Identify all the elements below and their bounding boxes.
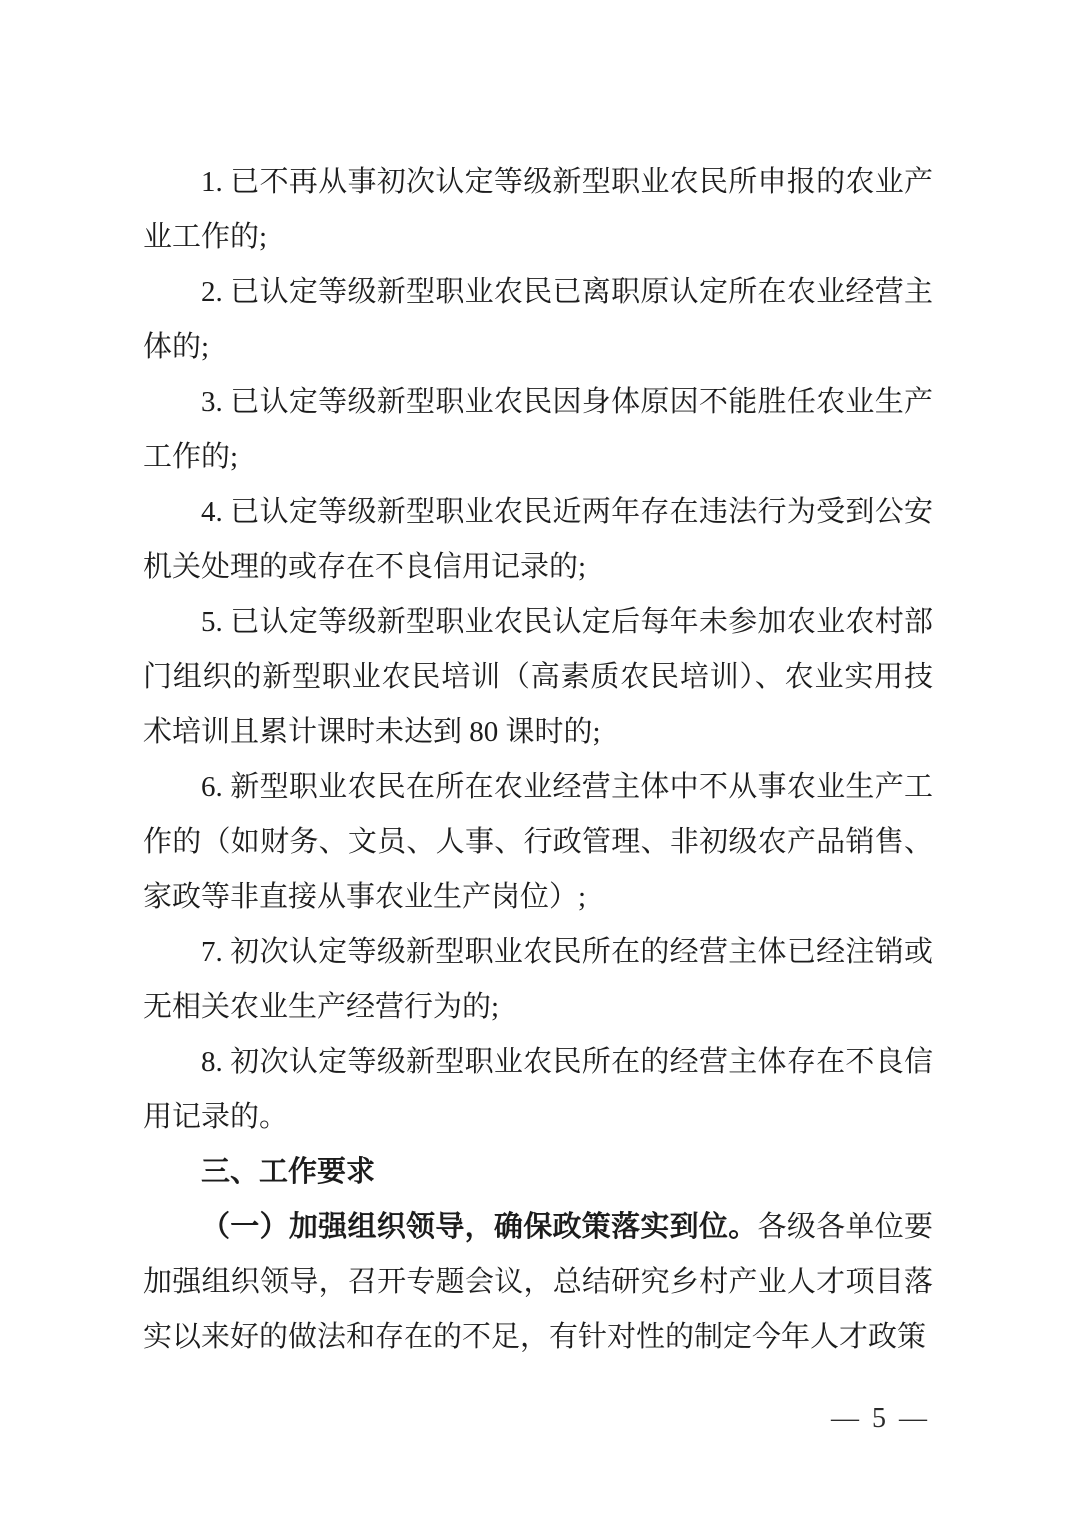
section-heading: 三、工作要求 xyxy=(201,1156,376,1188)
document-body xyxy=(143,155,933,1365)
list-item: 3. 已认定等级新型职业农民因身体原因不能胜任农业生产工作的; xyxy=(143,386,933,473)
list-item: 1. 已不再从事初次认定等级新型职业农民所申报的农业产业工作的; xyxy=(143,166,933,253)
list-item: 8. 初次认定等级新型职业农民所在的经营主体存在不良信用记录的。 xyxy=(143,1046,933,1133)
closing-paragraph-body: 各级各单位要加强组织领导，召开专题会议，总结研究乡村产业人才项目落实以来好的做法和存在的不足，有针对性的制定今年人才政策 xyxy=(143,1211,933,1353)
list-item: 7. 初次认定等级新型职业农民所在的经营主体已经注销或无相关农业生产经营行为的; xyxy=(143,936,933,1023)
list-item: 5. 已认定等级新型职业农民认定后每年未参加农业农村部门组织的新型职业农民培训（高素质农民培训）、农业实用技术培训且累计课时未达到 80 课时的; xyxy=(143,606,933,748)
list-item: 2. 已认定等级新型职业农民已离职原认定所在农业经营主体的; xyxy=(143,276,933,363)
page-footer xyxy=(831,1403,930,1435)
closing-paragraph xyxy=(143,1200,933,1365)
list-item: 4. 已认定等级新型职业农民近两年存在违法行为受到公安机关处理的或存在不良信用记录的; xyxy=(143,496,933,583)
page-number: — 5 — xyxy=(831,1403,930,1434)
closing-paragraph-lead: （一）加强组织领导，确保政策落实到位。 xyxy=(201,1211,758,1243)
list-item: 6. 新型职业农民在所在农业经营主体中不从事农业生产工作的（如财务、文员、人事、行政管理、非初级农产品销售、家政等非直接从事农业生产岗位）; xyxy=(143,771,933,913)
